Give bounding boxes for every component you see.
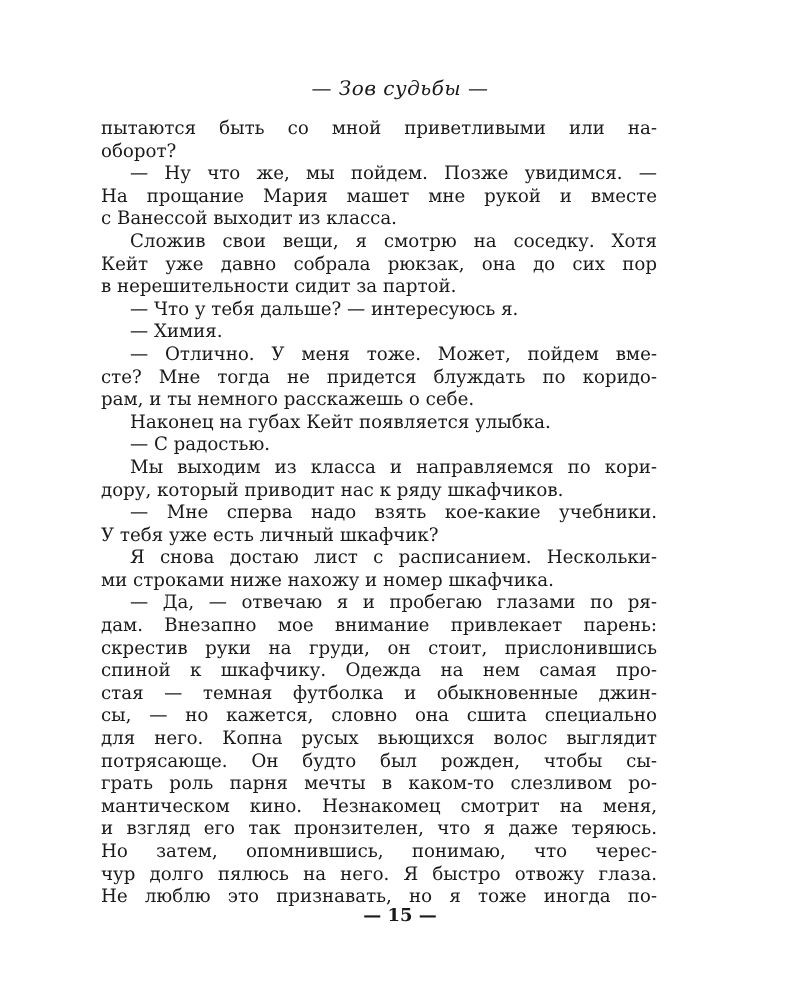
text-line: скрестив руки на груди, он стоит, прислонившись (101, 637, 657, 659)
text-line: Наконец на губах Кейт появляется улыбка. (130, 411, 551, 433)
text-line: рам, и ты немного расскажешь о себе. (101, 389, 475, 411)
text-line: спиной к шкафчику. Одежда на нем самая про- (101, 660, 657, 682)
text-line: Кейт уже давно собрала рюкзак, она до сих пор (101, 253, 657, 275)
text-line: дору, который приводит нас к ряду шкафчиков. (101, 479, 564, 501)
text-line: сы, — но кажется, словно она сшита специально (101, 705, 657, 727)
text-line: для него. Копна русых вьющихся волос выглядит (101, 728, 657, 750)
text-line: грать роль парня мечты в каком-то слезливом ро- (101, 773, 657, 795)
text-line: Но затем, опомнившись, понимаю, что черес- (101, 841, 657, 862)
text-line: в нерешительности сидит за партой. (101, 276, 457, 298)
text-line: — Да, — отвечаю я и пробегаю глазами по ря- (130, 592, 657, 614)
text-line: дам. Внезапно мое внимание привлекает парень: (101, 615, 657, 637)
text-line: пытаются быть со мной приветливыми или на- (101, 118, 657, 139)
text-line: Не люблю это признавать, но я тоже иногда по- (101, 886, 657, 908)
text-line: — Отлично. У меня тоже. Может, пойдем вме- (130, 343, 657, 365)
text-line: — Ну что же, мы пойдем. Позже увидимся. — (130, 163, 657, 185)
text-line: с Ванессой выходит из класса. (101, 208, 397, 230)
text-line: Мы выходим из класса и направляемся по кори- (130, 456, 657, 478)
page-number: — 15 — (363, 905, 437, 926)
text-line: — Химия. (130, 321, 223, 343)
text-line: сте? Мне тогда не придется блуждать по коридо- (101, 366, 657, 388)
text-line: — Мне сперва надо взять кое-какие учебники. (130, 502, 657, 524)
text-line: На прощание Мария машет мне рукой и вместе (101, 185, 657, 207)
text-line: — С радостью. (130, 434, 271, 456)
text-line: стая — темная футболка и обыкновенные джин- (101, 682, 657, 704)
text-line: мантическом кино. Незнакомец смотрит на меня, (101, 795, 657, 817)
text-line: потрясающе. Он будто был рожден, чтобы сы- (101, 750, 657, 772)
text-line: — Что у тебя дальше? — интересуюсь я. (130, 298, 519, 320)
text-line: ми строками ниже нахожу и номер шкафчика. (101, 569, 554, 591)
text-line: Я снова достаю лист с расписанием. Нескольки- (130, 547, 657, 569)
body-text (101, 118, 657, 909)
text-line: Сложив свои вещи, я смотрю на соседку. Хотя (130, 230, 657, 252)
text-line: оборот? (101, 140, 177, 162)
text-line: чур долго пялюсь на него. Я быстро отвожу глаза. (101, 863, 657, 885)
running-head: — Зов судьбы — (311, 76, 489, 100)
text-line: У тебя уже есть личный шкафчик? (101, 524, 439, 546)
text-line: и взгляд его так пронзителен, что я даже теряюсь. (101, 818, 657, 840)
